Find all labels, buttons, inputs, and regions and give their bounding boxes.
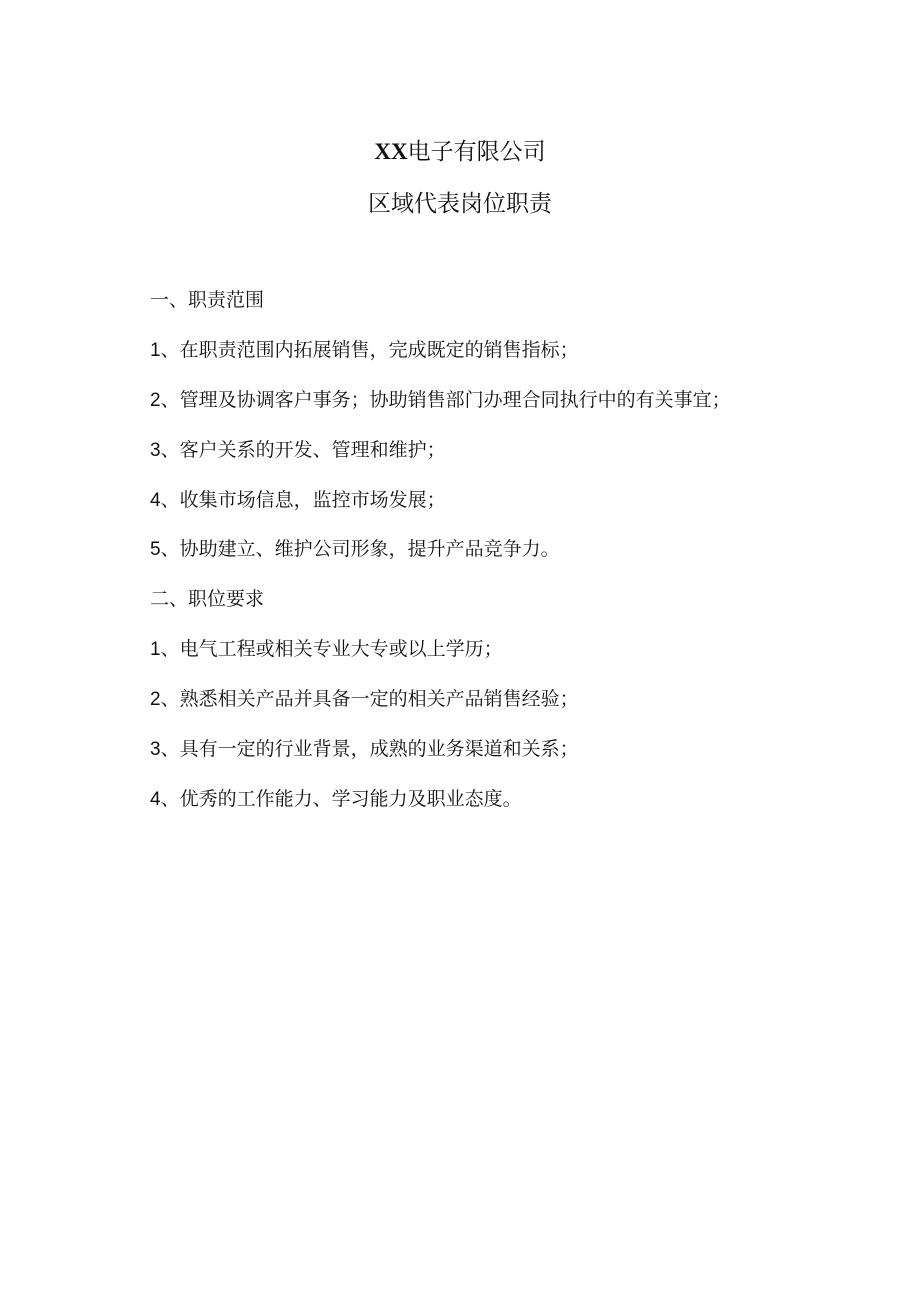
company-title	[0, 137, 920, 167]
list-item	[150, 485, 850, 535]
item-text: 、具有一定的行业背景，成熟的业务渠道和关系；	[160, 738, 579, 761]
item-number: 3	[150, 739, 161, 761]
item-number: 5	[150, 539, 161, 561]
company-suffix: 电子有限公司	[407, 139, 546, 165]
list-item	[150, 784, 850, 834]
item-number: 2	[150, 689, 161, 711]
list-item	[150, 335, 850, 385]
section-heading: 一、职责范围	[150, 289, 265, 311]
list-item	[150, 385, 850, 435]
item-number: 1	[150, 639, 161, 661]
item-text: 、熟悉相关产品并具备一定的相关产品销售经验；	[160, 688, 579, 711]
item-number: 3	[150, 439, 161, 461]
item-text: 、管理及协调客户事务；协助销售部门办理合同执行中的有关事宜；	[160, 388, 731, 411]
item-text: 、优秀的工作能力、学习能力及职业态度。	[160, 787, 522, 810]
item-number: 4	[150, 788, 161, 810]
list-item	[150, 634, 850, 684]
list-item	[150, 684, 850, 734]
item-number: 2	[150, 389, 161, 411]
item-text: 、协助建立、维护公司形象，提升产品竞争力。	[160, 538, 560, 561]
list-item	[150, 435, 850, 485]
company-prefix: XX	[374, 139, 408, 164]
item-text: 、在职责范围内拓展销售，完成既定的销售指标；	[160, 338, 579, 361]
item-number: 1	[150, 339, 161, 361]
position-title: 区域代表岗位职责	[368, 191, 552, 217]
list-item	[150, 534, 850, 584]
item-number: 4	[150, 489, 161, 511]
item-text: 、收集市场信息，监控市场发展；	[160, 488, 446, 511]
section-heading: 二、职位要求	[150, 588, 265, 611]
document-body	[150, 285, 850, 834]
item-text: 、电气工程或相关专业大专或以上学历；	[160, 638, 503, 661]
item-text: 、客户关系的开发、管理和维护；	[160, 438, 446, 461]
list-item	[150, 734, 850, 784]
